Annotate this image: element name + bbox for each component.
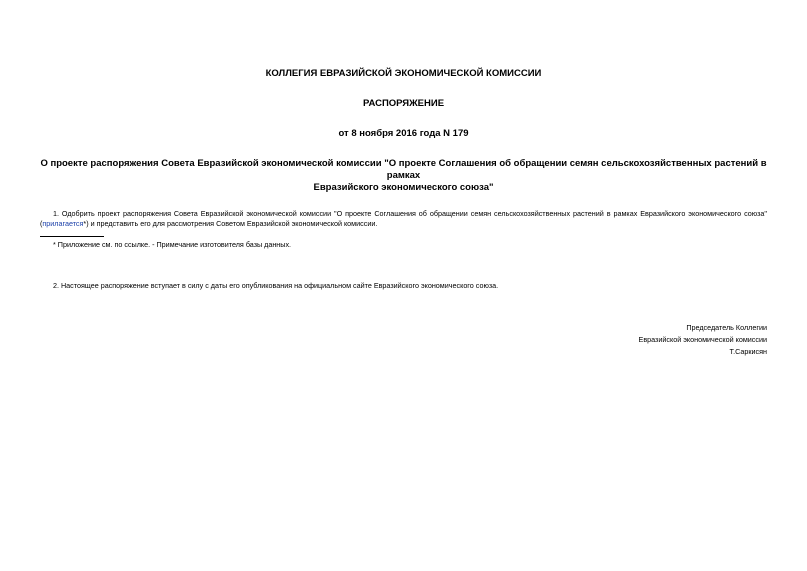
signature-position: Председатель Коллегии xyxy=(686,323,767,332)
document-title xyxy=(40,158,767,194)
document-date-number: от 8 ноября 2016 года N 179 xyxy=(338,128,469,139)
document-title-line-2: Евразийского экономического союза" xyxy=(313,182,494,193)
footnote-text: * Приложение см. по ссылке. - Примечание изготовителя базы данных. xyxy=(53,240,292,249)
footnote-divider xyxy=(40,236,104,237)
organization-heading: КОЛЛЕГИЯ ЕВРАЗИЙСКОЙ ЭКОНОМИЧЕСКОЙ КОМИССИИ xyxy=(265,68,542,79)
paragraph-2: 2. Настоящее распоряжение вступает в силу с даты его опубликования на официальном сайте Евразийского экономического союза. xyxy=(53,281,499,290)
attachment-link[interactable]: прилагается xyxy=(42,219,84,228)
signature-block xyxy=(639,322,767,358)
paragraph-1 xyxy=(40,209,767,229)
signature-name: Т.Саркисян xyxy=(729,347,767,356)
document-title-line-1: О проекте распоряжения Совета Евразийской экономической комиссии "О проекте Соглашения об обращении семян сельскохозяйственных растений в рамках xyxy=(40,158,767,181)
paragraph-1-end: *) и представить его для рассмотрения Советом Евразийской экономической комиссии. xyxy=(83,219,378,228)
signature-organization: Евразийской экономической комиссии xyxy=(638,335,767,344)
paragraph-1-start: 1. Одобрить проект распоряжения Совета Евразийской экономической комиссии "О проекте Соглашения об обращении семян сельскохозяйственных растений в рамках Евразийского экономического союза" ( xyxy=(40,209,767,228)
document-type-heading: РАСПОРЯЖЕНИЕ xyxy=(362,98,445,109)
